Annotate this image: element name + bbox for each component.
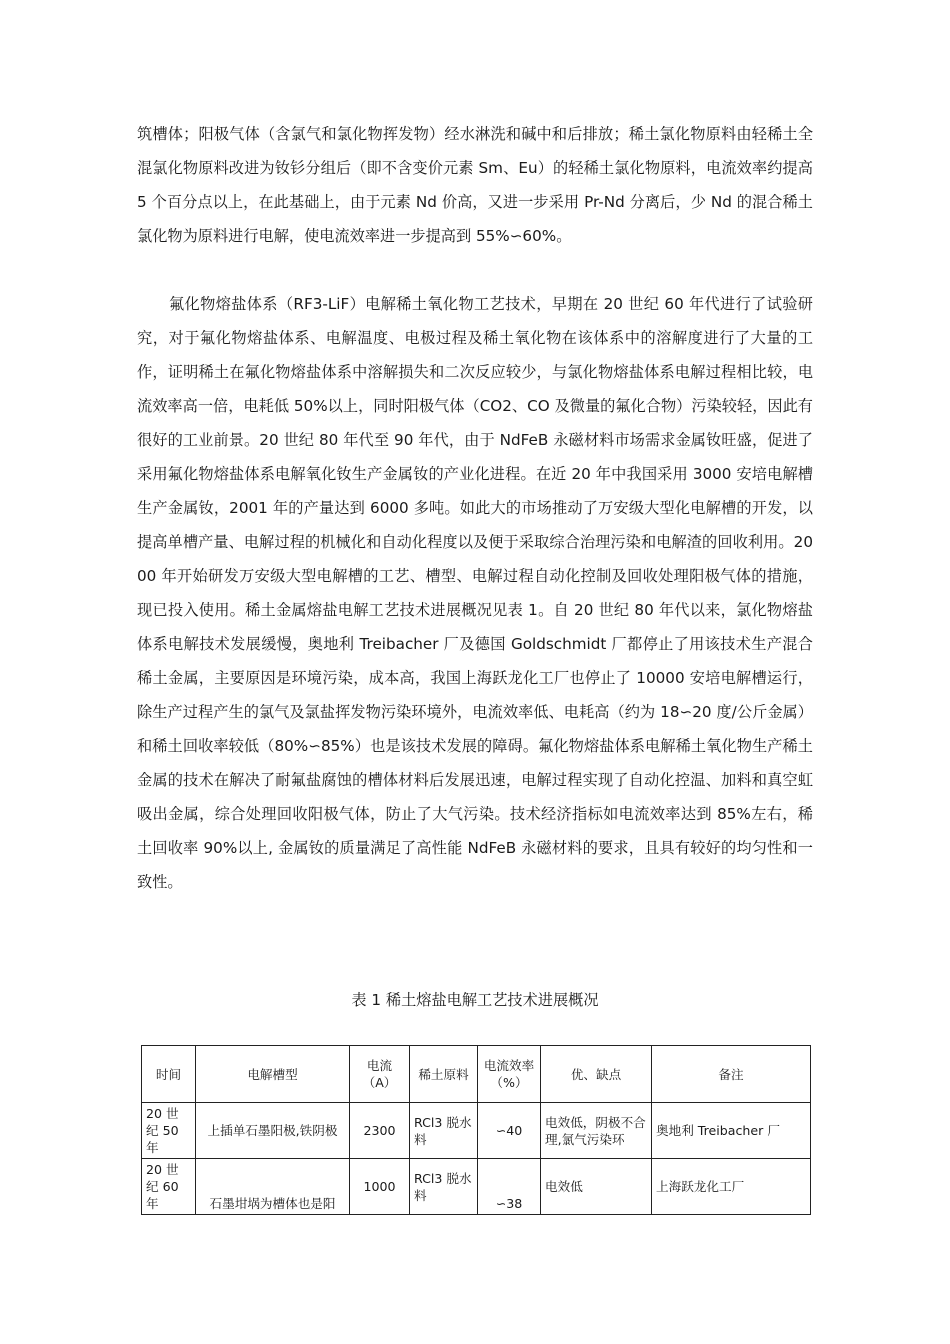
body-paragraph-2: 氟化物熔盐体系（RF3-LiF）电解稀土氧化物工艺技术，早期在 20 世纪 60 年代进行了试验研究，对于氟化物熔盐体系、电解温度、电极过程及稀土氧化物在该体系中的溶解度进行了大量的工作，证明稀土在氟化物熔盐体系中溶解损失和二次反应较少，与氯化物熔盐体系电解过程相比较，电流效率高一倍，电耗低 50%以上，同时阳极气体（CO2、CO 及微量的氟化合物）污染较轻，因此有很好的工业前景。20 世纪 80 年代至 90 年代，由于 NdFeB 永磁材料市场需求金属钕旺盛，促进了采用氟化物熔盐体系电解氧化钕生产金属钕的产业化进程。在近 20 年中我国采用 3000 安培电解槽生产金属钕，2001 年的产量达到 6000 多吨。如此大的市场推动了万安级大型化电解槽的开发，以提高单槽产量、电解过程的机械化和自动化程度以及便于采取综合治理污染和电解渣的回收利用。2000 年开始研发万安级大型电解槽的工艺、槽型、电解过程自动化控制及回收处理阳极气体的措施，现已投入使用。稀土金属熔盐电解工艺技术进展概况见表 1。自 20 世纪 80 年代以来，氯化物熔盐体系电解技术发展缓慢，奥地利 Treibacher 厂及德国 Goldschmidt 厂都停止了用该技术生产混合稀土金属，主要原因是环境污染，成本高，我国上海跃龙化工厂也停止了 10000 安培电解槽运行，除生产过程产生的氯气及氯盐挥发物污染环境外，电流效率低、电耗高（约为 18∽20 度/公斤金属）和稀土回收率较低（80%∽85%）也是该技术发展的障碍。氟化物熔盐体系电解稀土氧化物生产稀土金属的技术在解决了耐氟盐腐蚀的槽体材料后发展迅速，电解过程实现了自动化控温、加料和真空虹吸出金属，综合处理回收阳极气体，防止了大气污染。技术经济指标如电流效率达到 85%左右，稀土回收率 90%以上, 金属钕的质量满足了高性能 NdFeB 永磁材料的要求，且具有较好的均匀性和一致性。 [137,295,813,891]
cell-efficiency: ∽38 [478,1159,541,1215]
cell-pros-cons: 电效低，阴极不合理,氯气污染环 [541,1103,652,1159]
header-efficiency: 电流效率（%） [478,1046,541,1103]
process-progress-table [141,1045,811,1215]
body-paragraph-1: 筑槽体；阳极气体（含氯气和氯化物挥发物）经水淋洗和碱中和后排放；稀土氯化物原料由轻稀土全混氯化物原料改进为钕钐分组后（即不含变价元素 Sm、Eu）的轻稀土氯化物原料，电流效率约提高 5 个百分点以上，在此基础上，由于元素 Nd 价高，又进一步采用 Pr-Nd 分离后，少 Nd 的混合稀土氯化物为原料进行电解，使电流效率进一步提高到 55%∽60%。 [137,125,813,245]
cell-current: 2300 [350,1103,410,1159]
table-caption: 表 1 稀土熔盐电解工艺技术进展概况 [351,991,599,1009]
cell-cell-type: 上插单石墨阳极,铁阴极 [196,1103,350,1159]
header-material: 稀土原料 [410,1046,478,1103]
cell-remarks: 上海跃龙化工厂 [652,1159,811,1215]
cell-material: RCl3 脱水料 [410,1159,478,1215]
table-header-row [142,1046,811,1103]
cell-material: RCl3 脱水料 [410,1103,478,1159]
cell-time: 20 世纪 50 年 [142,1103,196,1159]
table-row [142,1103,811,1159]
table-row [142,1159,811,1215]
cell-pros-cons: 电效低 [541,1159,652,1215]
header-pros-cons: 优、缺点 [541,1046,652,1103]
cell-remarks: 奥地利 Treibacher 厂 [652,1103,811,1159]
cell-current: 1000 [350,1159,410,1215]
header-current: 电流（A） [350,1046,410,1103]
header-remarks: 备注 [652,1046,811,1103]
header-cell-type: 电解槽型 [196,1046,350,1103]
cell-efficiency: ∽40 [478,1103,541,1159]
header-time: 时间 [142,1046,196,1103]
cell-time: 20 世纪 60 年 [142,1159,196,1215]
cell-cell-type: 石墨坩埚为槽体也是阳 [196,1159,350,1215]
